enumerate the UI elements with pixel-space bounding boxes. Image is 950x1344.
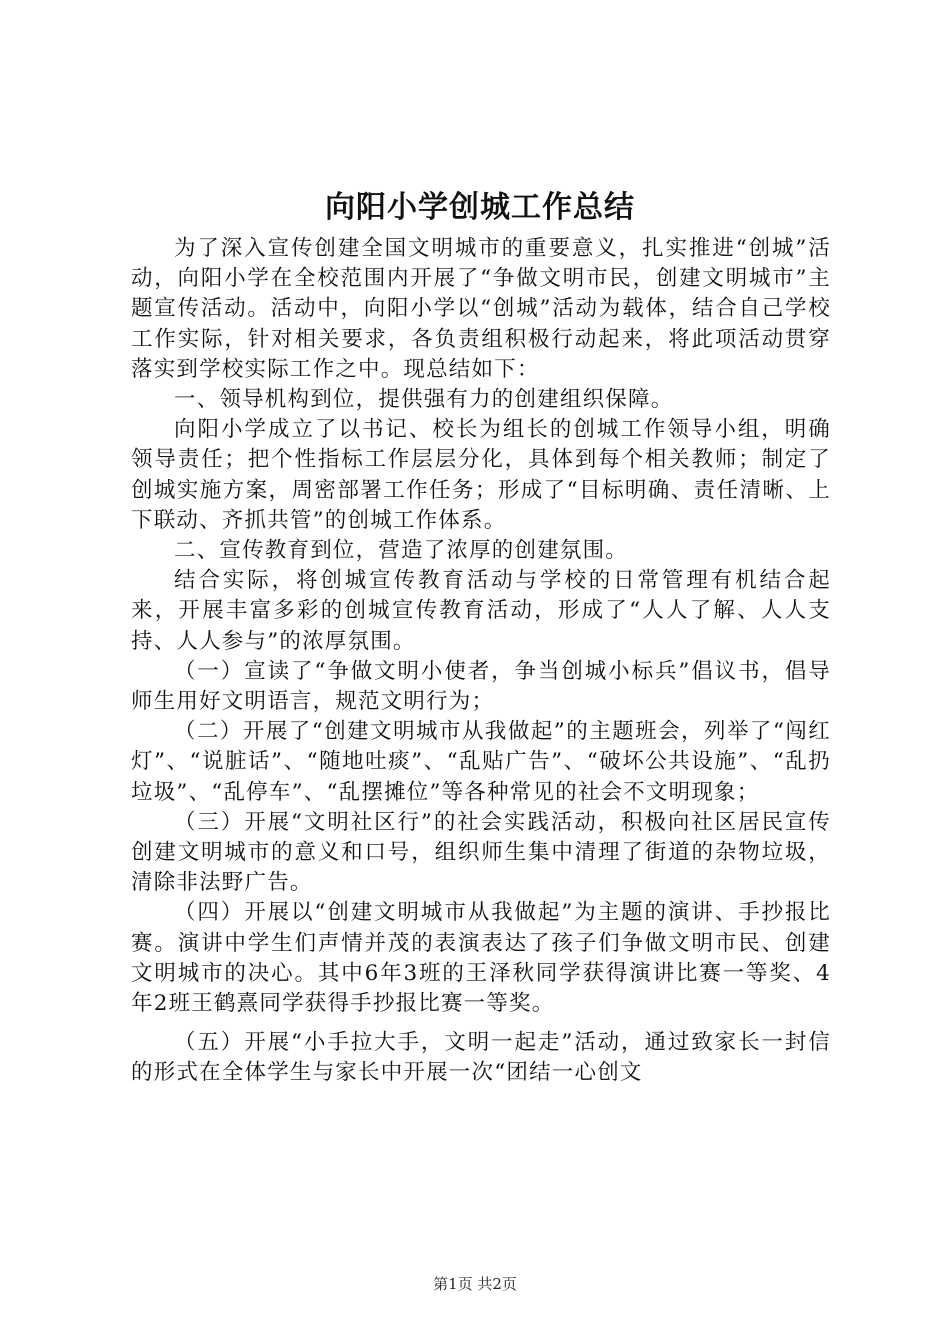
activity-item-5: （五）开展“小手拉大手，文明一起走”活动，通过致家长一封信的形式在全体学生与家长中开展一次“团结一心创文 bbox=[131, 1030, 831, 1086]
section-2-paragraph: 结合实际，将创城宣传教育活动与学校的日常管理有机结合起来，开展丰富多彩的创城宣传教育活动，形成了“人人了解、人人支持、人人参与”的浓厚氛围。 bbox=[131, 568, 831, 654]
document-body bbox=[131, 234, 831, 1089]
activity-item-3: （三）开展“文明社区行”的社会实践活动，积极向社区居民宣传创建文明城市的意义和口号，组织师生集中清理了街道的杂物垃圾，清除非法野广告。 bbox=[131, 809, 831, 896]
section-heading-2: 二、宣传教育到位，营造了浓厚的创建氛围。 bbox=[174, 538, 629, 564]
section-1-paragraph: 向阳小学成立了以书记、校长为组长的创城工作领导小组，明确领导责任；把个性指标工作层层分化，具体到每个相关教师；制定了创城实施方案，周密部署工作任务；形成了“目标明确、责任清晰、上下联动、齐抓共管”的创城工作体系。 bbox=[131, 417, 831, 533]
intro-paragraph: 为了深入宣传创建全国文明城市的重要意义，扎实推进“创城”活动，向阳小学在全校范围内开展了“争做文明市民，创建文明城市”主题宣传活动。活动中，向阳小学以“创城”活动为载体，结合自己学校工作实际，针对相关要求，各负责组积极行动起来，将此项活动贯穿落实到学校实际工作之中。现总结如下： bbox=[131, 236, 831, 382]
activity-item-4: （四）开展以“创建文明城市从我做起”为主题的演讲、手抄报比赛。演讲中学生们声情并茂的表演表达了孩子们争做文明市民、创建文明城市的决心。其中6年3班的王泽秋同学获得演讲比赛一等奖、4年2班王鹤熹同学获得手抄报比赛一等奖。 bbox=[131, 900, 831, 1017]
activity-item-1: （一）宣读了“争做文明小使者，争当创城小标兵”倡议书，倡导师生用好文明语言，规范文明行为； bbox=[131, 658, 831, 715]
activity-item-2: （二）开展了“创建文明城市从我做起”的主题班会，列举了“闯红灯”、“说脏话”、“随地吐痰”、“乱贴广告”、“破坏公共设施”、“乱扔垃圾”、“乱停车”、“乱摆摊位”等各种常见的社会不文明现象； bbox=[131, 719, 831, 805]
page-number-footer: 第1页 共2页 bbox=[433, 1275, 517, 1293]
document-title: 向阳小学创城工作总结 bbox=[325, 190, 635, 225]
section-heading-1: 一、领导机构到位，提供强有力的创建组织保障。 bbox=[174, 387, 674, 413]
